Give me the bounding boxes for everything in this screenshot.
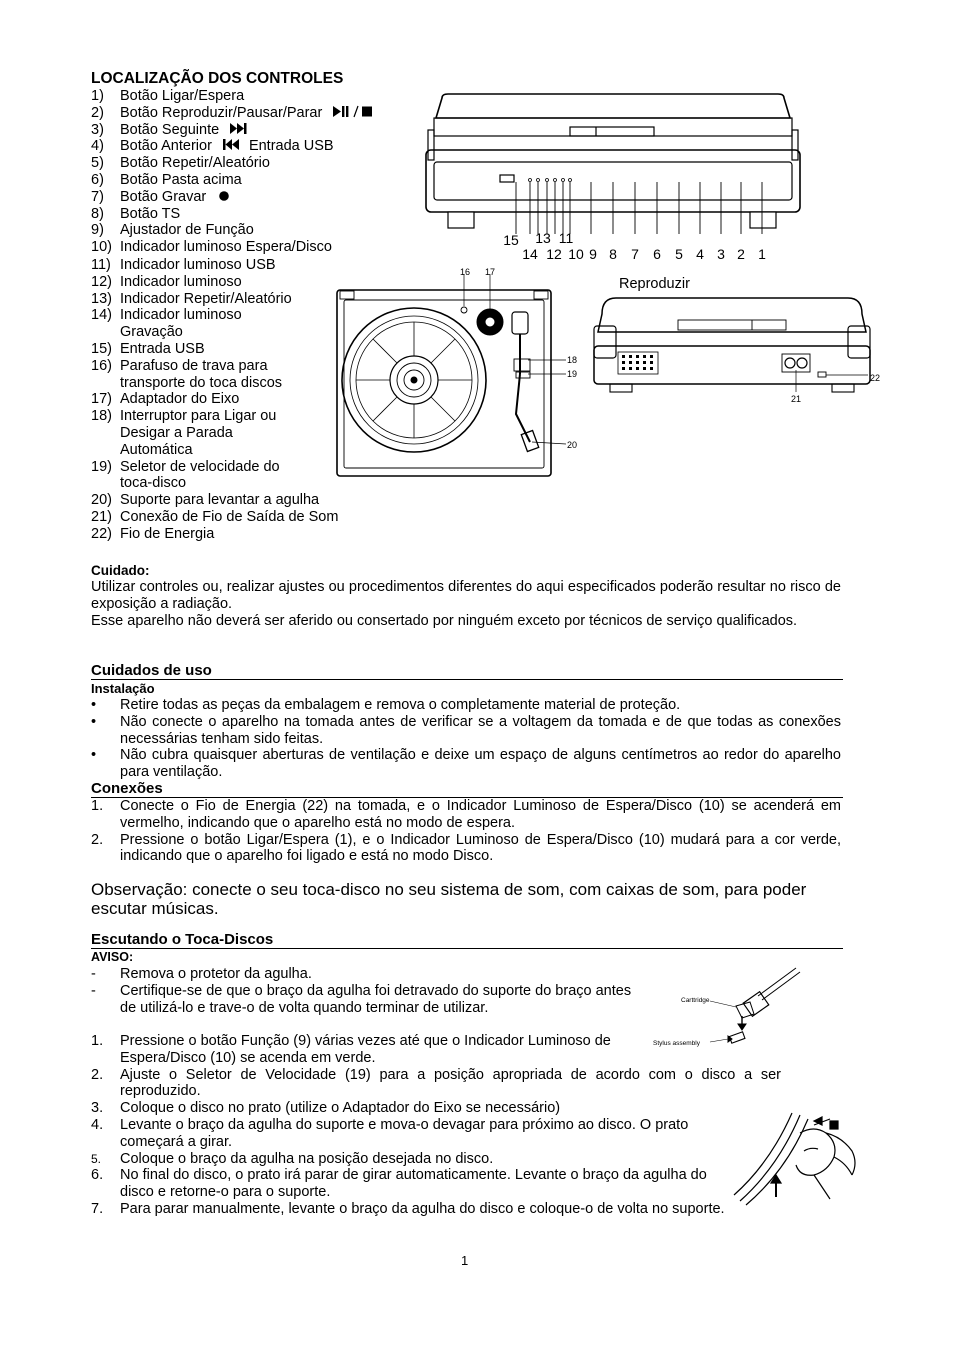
next-icon: [229, 122, 253, 135]
callout-number: 19: [567, 369, 578, 379]
list-item: 20) Suporte para levantar a agulha: [91, 492, 320, 509]
top-view-diagram: [334, 264, 584, 482]
list-item: 3. Coloque o disco no prato (utilize o Adaptador do Eixo se necessário): [91, 1100, 561, 1117]
callout-number: 2: [737, 246, 745, 262]
list-item: - Remova o protetor da agulha.: [91, 966, 312, 982]
install-subheading: Instalação: [91, 681, 155, 696]
rear-view-label: Reproduzir: [619, 276, 690, 292]
callout-number: 14: [522, 246, 538, 262]
observation-note: Observação: conecte o seu toca-disco no seu sistema de som, com caixas de som, para poder escutar músicas.: [91, 880, 807, 918]
list-item: 21) Conexão de Fio de Saída de Som: [91, 508, 339, 525]
warning-list: [91, 966, 651, 1016]
list-item: - Certifique-se de que o braço da agulha foi detravado do suporte do braço antes de utilizá-lo e trave-o de volta quando terminar de utilizar.: [91, 982, 632, 1016]
callout-number: 4: [696, 246, 704, 262]
caution-paragraph-2: Esse aparelho não deverá ser aferido ou consertado por ninguém exceto por técnicos de serviço qualificados.: [91, 613, 798, 629]
stylus-label: Stylus assembly: [653, 1040, 700, 1047]
previous-icon: [222, 138, 246, 151]
list-item: 8) Botão TS: [91, 205, 181, 222]
list-item: 22) Fio de Energia: [91, 525, 215, 542]
callout-number: 9: [589, 246, 597, 262]
list-item: 1) Botão Ligar/Espera: [91, 88, 245, 104]
list-item: 2) Botão Reproduzir/Pausar/Parar: [91, 105, 386, 122]
cartridge-diagram: [650, 962, 810, 1052]
warning-label: AVISO:: [91, 950, 134, 964]
rear-view-diagram: [586, 292, 886, 410]
list-item: 10) Indicador luminoso Espera/Disco: [91, 239, 332, 256]
callout-number: 10: [568, 246, 584, 262]
callout-number: 17: [485, 267, 496, 277]
callout-number: 11: [558, 230, 574, 246]
callout-number: 6: [653, 246, 661, 262]
list-item: 1. Pressione o botão Função (9) várias vezes até que o Indicador Luminoso de Espera/Disco (10) se acenda em verde.: [91, 1033, 611, 1066]
list-item: 6. No final do disco, o prato irá parar de girar automaticamente. Levante o braço da agulha do disco e retorne-o para o suporte.: [91, 1167, 707, 1201]
callout-number: 21: [791, 394, 802, 404]
callout-number: 15: [503, 232, 519, 248]
callout-number: 20: [567, 440, 578, 450]
hand-tonearm-illustration: [730, 1103, 860, 1208]
list-item: 12) Indicador luminoso: [91, 273, 242, 290]
list-item: 9) Ajustador de Função: [91, 222, 254, 239]
list-item: 6) Botão Pasta acima: [91, 171, 242, 188]
callout-number: 3: [717, 246, 725, 262]
list-item: • Não cubra quaisquer aberturas de ventilação e deixe um espaço de alguns centímetros ao redor do aparelho para ventilação.: [91, 747, 841, 781]
page-number: 1: [461, 1253, 469, 1268]
listening-heading: Escutando o Toca-Discos: [91, 931, 843, 949]
list-item: 7) Botão Gravar: [91, 189, 386, 206]
caution-paragraph-1: Utilizar controles ou, realizar ajustes ou procedimentos diferentes do aqui especificados poderão resultar no risco de exposição a radiação.: [91, 579, 841, 612]
list-item: 4. Levante o braço da agulha do suporte e mova-o devagar para próximo ao disco. O prato começará a girar.: [91, 1116, 689, 1150]
list-item: 11) Indicador luminoso USB: [91, 256, 276, 273]
cartridge-label: Carttridge: [681, 997, 710, 1004]
callout-number: 7: [631, 246, 639, 262]
list-item: 2. Pressione o botão Ligar/Espera (1), e o Indicador Luminoso de Espera/Disco (10) mudará para a cor verde, indicando que o aparelho foi ligado e está no modo Disco.: [91, 831, 841, 865]
connections-list: [91, 798, 841, 865]
usage-heading: Cuidados de uso: [91, 662, 843, 680]
callout-number: 18: [567, 355, 578, 365]
record-icon: [216, 190, 232, 202]
list-item: 1. Conecte o Fio de Energia (22) na tomada, e o Indicador Luminoso de Espera/Disco (10) se acenderá em vermelho, indicando que o aparelho está no modo de espera.: [91, 798, 841, 831]
steps-list: [91, 1033, 781, 1218]
callout-number: 22: [870, 373, 881, 383]
caution-title: Cuidado:: [91, 563, 150, 578]
list-item: 5) Botão Repetir/Aleatório: [91, 155, 270, 172]
list-item: • Não conecte o aparelho na tomada antes de verificar se a voltagem da tomada e de que todas as conexões necessárias tenham sido feitas.: [91, 713, 841, 747]
install-list: [91, 697, 841, 781]
list-item: 17) Adaptador do Eixo: [91, 391, 240, 408]
list-item: 13) Indicador Repetir/Aleatório: [91, 290, 292, 307]
list-item: 5. Coloque o braço da agulha na posição desejada no disco.: [91, 1150, 494, 1167]
list-item: • Retire todas as peças da embalagem e remova o completamente material de proteção.: [91, 697, 681, 713]
callout-number: 16: [460, 267, 471, 277]
callout-number: 8: [609, 246, 617, 262]
connections-heading: Conexões: [91, 780, 843, 798]
list-item: 16) Parafuso de trava para transporte do toca discos: [91, 357, 283, 391]
list-item: 19) Seletor de velocidade do toca-disco: [91, 458, 280, 492]
front-view-diagram: [420, 92, 810, 267]
list-item: 7. Para parar manualmente, levante o braço da agulha do disco e coloque-o de volta no suporte.: [91, 1200, 725, 1217]
list-item: 2. Ajuste o Seletor de Velocidade (19) para a posição apropriada de acordo com o disco a ser reproduzido.: [91, 1066, 781, 1100]
controls-title: LOCALIZAÇÃO DOS CONTROLES: [91, 70, 344, 87]
list-item: 15) Entrada USB: [91, 340, 205, 357]
list-item: 18) Interruptor para Ligar ou Desigar a Parada Automática: [91, 408, 277, 458]
list-item: 4) Botão Anterior Entrada USB: [91, 138, 334, 155]
list-item: 14) Indicador luminoso Gravação: [91, 307, 242, 341]
callout-number: 13: [535, 230, 551, 246]
callout-number: 12: [546, 246, 562, 262]
callout-number: 1: [758, 246, 766, 262]
list-item: 3) Botão Seguinte: [91, 122, 386, 139]
callout-number: 5: [675, 246, 683, 262]
play-pause-stop-icon: [332, 105, 386, 118]
